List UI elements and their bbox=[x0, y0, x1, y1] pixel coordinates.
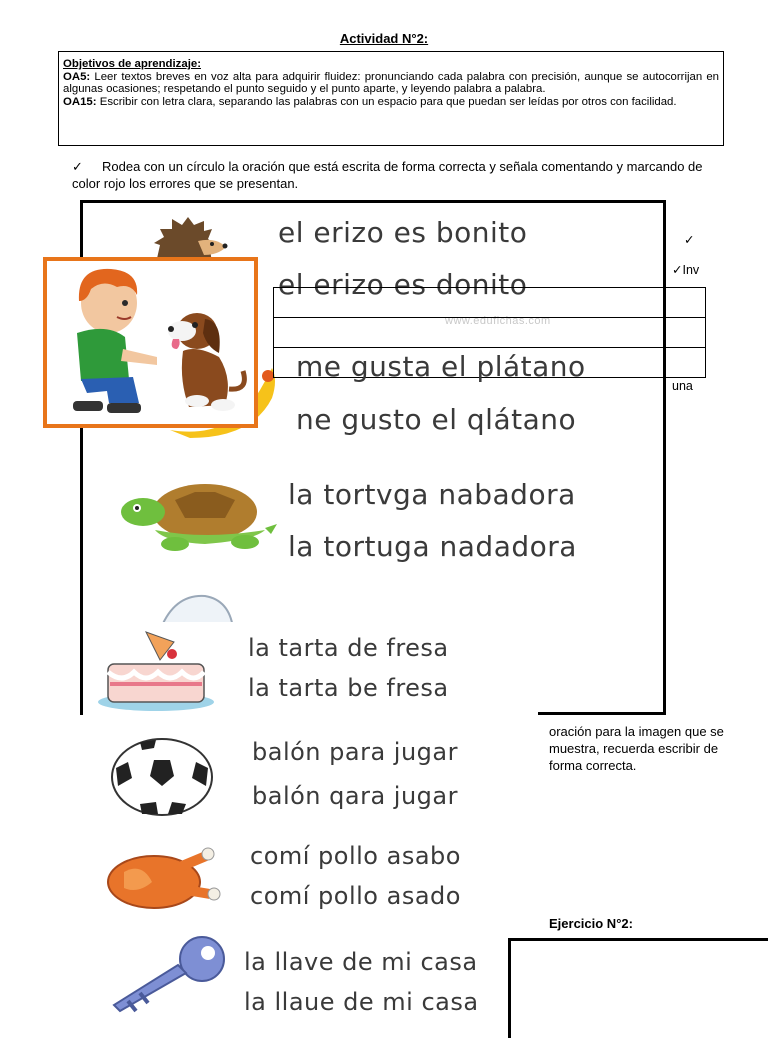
soccer-ball-image bbox=[110, 738, 214, 816]
check-icon: ✓ bbox=[72, 159, 83, 174]
sentence-platano-1[interactable]: me gusta el plátano bbox=[296, 350, 586, 383]
sentence-balon-2[interactable]: balón qara jugar bbox=[252, 782, 458, 810]
objective-oa5 bbox=[63, 71, 719, 96]
objectives-box bbox=[58, 51, 724, 146]
exercise-2-heading: Ejercicio N°2: bbox=[549, 916, 633, 931]
side-check-inv: ✓Inv bbox=[672, 263, 700, 277]
check-icon: ✓ bbox=[684, 233, 695, 247]
watermark: www.edufichas.com bbox=[445, 315, 551, 327]
oa5-code: OA5: bbox=[63, 70, 91, 83]
boy-with-dog-picture bbox=[43, 257, 258, 428]
cake-image bbox=[96, 628, 218, 714]
sentence-pollo-1[interactable]: comí pollo asabo bbox=[250, 842, 461, 870]
sentence-llave-2[interactable]: la llaue de mi casa bbox=[244, 988, 479, 1016]
side-una: una bbox=[672, 379, 693, 393]
sentence-tortuga-2[interactable]: la tortuga nadadora bbox=[288, 530, 577, 563]
sentence-tortuga-1[interactable]: la tortvga nabadora bbox=[288, 478, 576, 511]
sentence-balon-1[interactable]: balón para jugar bbox=[252, 738, 458, 766]
sentence-pollo-2[interactable]: comí pollo asado bbox=[250, 882, 461, 910]
sentence-erizo-1[interactable]: el erizo es bonito bbox=[278, 216, 528, 249]
objective-oa15 bbox=[63, 96, 719, 109]
oa5-text: Leer textos breves en voz alta para adquirir fluidez: pronunciando cada palabra con precisión, aunque se autocorrijan en algunas ocasiones; respetando el punto seguido y el punto aparte, y leyendo palabra a palabra. bbox=[63, 70, 719, 96]
turtle-image bbox=[115, 478, 280, 558]
exercise-2-box[interactable] bbox=[508, 938, 768, 1038]
writing-note: oración para la imagen que se muestra, recuerda escribir de forma correcta. bbox=[549, 724, 724, 773]
answer-cell[interactable] bbox=[274, 288, 706, 318]
sentence-erizo-2[interactable]: el erizo es donito bbox=[278, 268, 528, 301]
page-title: Actividad N°2: bbox=[339, 31, 429, 46]
answer-cell[interactable] bbox=[274, 318, 706, 348]
roast-chicken-image bbox=[102, 842, 232, 912]
instruction bbox=[72, 158, 722, 192]
sentence-platano-2[interactable]: ne gusto el qlátano bbox=[296, 403, 577, 436]
sentence-llave-1[interactable]: la llave de mi casa bbox=[244, 948, 478, 976]
oa15-text: Escribir con letra clara, separando las palabras con un espacio para que puedan ser leídas por otros con facilidad. bbox=[96, 95, 677, 108]
objectives-heading: Objetivos de aprendizaje: bbox=[63, 58, 201, 70]
oa15-code: OA15: bbox=[63, 95, 97, 108]
instruction-text: Rodea con un círculo la oración que está escrita de forma correcta y señala comentando y marcando de color rojo los errores que se presentan. bbox=[72, 159, 703, 191]
sentence-tarta-1[interactable]: la tarta de fresa bbox=[248, 634, 449, 662]
sentence-tarta-2[interactable]: la tarta be fresa bbox=[248, 674, 449, 702]
key-image bbox=[106, 935, 234, 1017]
